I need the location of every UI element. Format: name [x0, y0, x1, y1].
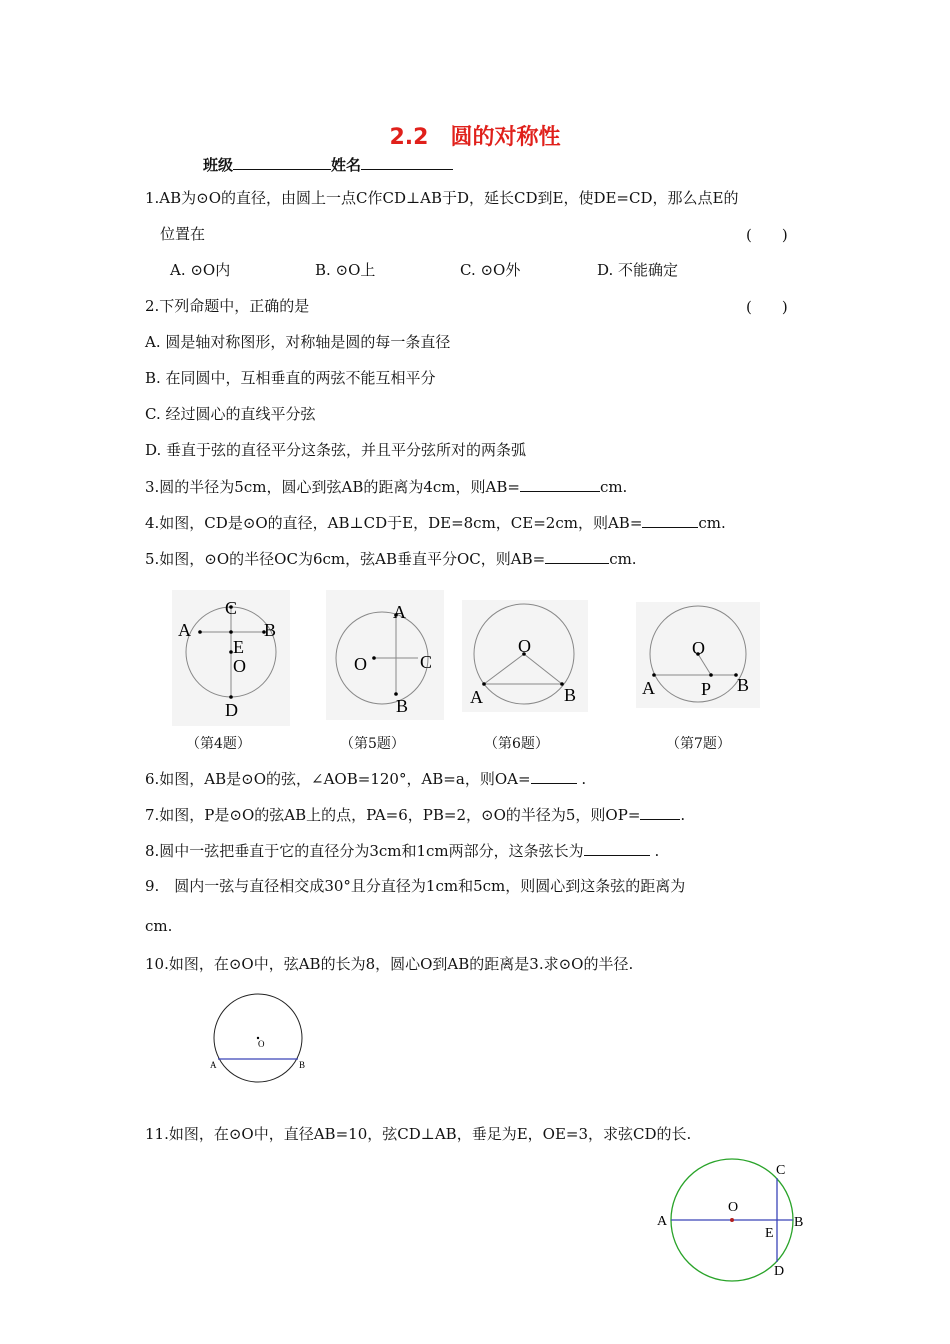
question-5-blank[interactable] [545, 548, 609, 564]
question-1-option-b: B. ⊙O上 [315, 261, 376, 279]
question-3 [145, 476, 627, 497]
name-blank[interactable] [361, 154, 453, 170]
question-1-answer-paren[interactable]: ( ) [746, 226, 788, 244]
question-2-stem: 2.下列命题中，正确的是 [145, 297, 310, 315]
question-6-period: . [581, 770, 587, 788]
question-3-text: 3.圆的半径为5cm，圆心到弦AB的距离为4cm，则AB= [145, 478, 520, 496]
fig11-label-e: E [765, 1226, 774, 1241]
question-6-text: 6.如图，AB是⊙O的弦，∠AOB=120°，AB=a，则OA= [145, 770, 531, 788]
figure-4-caption: （第4题） [186, 736, 251, 752]
fig11-label-c: C [776, 1163, 786, 1178]
question-8-text: 8.圆中一弦把垂直于它的直径分为3cm和1cm两部分，这条弦长为 [145, 842, 584, 860]
question-8 [145, 840, 659, 861]
page-title: 2.2 圆的对称性 [389, 125, 561, 150]
figure-10 [206, 990, 310, 1090]
question-3-unit: cm. [599, 478, 628, 496]
fig7-label-b: B [737, 675, 750, 695]
class-blank[interactable] [233, 154, 331, 170]
question-4-unit: cm. [698, 514, 726, 532]
fig11-label-d: D [774, 1264, 785, 1279]
question-4-text: 4.如图，CD是⊙O的直径，AB⊥CD于E，DE=8cm，CE=2cm，则AB= [145, 514, 643, 532]
question-11: 11.如图，在⊙O中，直径AB=10，弦CD⊥AB，垂足为E，OE=3，求弦CD的长. [145, 1125, 692, 1143]
question-8-period: . [654, 842, 660, 860]
fig10-label-a: A [210, 1060, 217, 1070]
fig10-label-b: B [299, 1060, 306, 1070]
question-4 [145, 512, 726, 533]
question-2-answer-paren[interactable]: ( ) [746, 298, 788, 316]
figure-7 [636, 602, 760, 708]
question-1-option-a: A. ⊙O内 [170, 261, 231, 279]
fig5-label-c: C [420, 652, 433, 672]
fig11-label-o: O [728, 1200, 739, 1215]
fig10-label-o: O [258, 1039, 265, 1049]
figure-7-caption: （第7题） [666, 736, 731, 752]
question-2-option-c: C. 经过圆心的直线平分弦 [145, 405, 316, 423]
question-2-option-d: D. 垂直于弦的直径平分这条弦，并且平分弦所对的两条弧 [145, 441, 527, 459]
student-info-header [203, 154, 453, 175]
question-7-text: 7.如图，P是⊙O的弦AB上的点，PA=6，PB=2，⊙O的半径为5，则OP= [145, 806, 641, 824]
question-2-option-b: B. 在同圆中，互相垂直的两弦不能互相平分 [145, 369, 436, 387]
fig5-label-o: O [354, 654, 367, 674]
question-1-line-2: 位置在 [160, 225, 206, 243]
figure-11 [652, 1156, 812, 1282]
question-1-line-1: 1.AB为⊙O的直径，由圆上一点C作CD⊥AB于D，延长CD到E，使DE=CD，那么点E的 [145, 189, 739, 207]
fig7-label-p: P [701, 679, 712, 699]
question-1-option-d: D. 不能确定 [597, 261, 679, 279]
fig11-label-b: B [794, 1215, 804, 1230]
fig5-label-a: A [393, 602, 406, 622]
fig4-label-o: O [233, 656, 246, 676]
question-9-line-1: 9. 圆内一弦与直径相交成30°且分直径为1cm和5cm，则圆心到这条弦的距离为 [145, 877, 686, 895]
question-6 [145, 768, 586, 789]
fig5-label-b: B [396, 696, 409, 716]
class-label: 班级 [203, 156, 234, 174]
question-4-blank[interactable] [642, 512, 698, 528]
figure-4 [172, 590, 290, 726]
question-3-blank[interactable] [520, 476, 600, 492]
question-8-blank[interactable] [584, 840, 650, 856]
question-7 [145, 804, 685, 825]
question-9-line-2: cm. [145, 917, 173, 935]
figure-5-caption: （第5题） [340, 736, 405, 752]
fig4-label-a: A [178, 620, 191, 640]
fig7-label-a: A [642, 678, 655, 698]
question-7-blank[interactable] [640, 804, 680, 820]
fig6-label-o: O [518, 636, 531, 656]
question-2-option-a: A. 圆是轴对称图形，对称轴是圆的每一条直径 [145, 333, 451, 351]
question-6-blank[interactable] [531, 768, 577, 784]
fig7-label-o: O [692, 638, 705, 658]
figure-6 [462, 600, 588, 712]
fig6-label-a: A [470, 687, 483, 707]
name-label: 姓名 [331, 156, 362, 174]
question-1-option-c: C. ⊙O外 [460, 261, 521, 279]
question-5-unit: cm. [609, 550, 637, 568]
fig11-label-a: A [657, 1214, 668, 1229]
fig4-label-c: C [225, 598, 238, 618]
figure-6-caption: （第6题） [484, 736, 549, 752]
question-7-period: . [680, 806, 686, 824]
fig6-label-b: B [564, 685, 577, 705]
question-5-text: 5.如图，⊙O的半径OC为6cm，弦AB垂直平分OC，则AB= [145, 550, 546, 568]
figure-5 [326, 590, 444, 720]
question-10: 10.如图，在⊙O中，弦AB的长为8，圆心O到AB的距离是3.求⊙O的半径. [145, 955, 634, 973]
question-5 [145, 548, 637, 569]
fig4-label-e: E [233, 637, 244, 657]
fig4-label-d: D [225, 700, 238, 720]
fig4-label-b: B [264, 620, 277, 640]
